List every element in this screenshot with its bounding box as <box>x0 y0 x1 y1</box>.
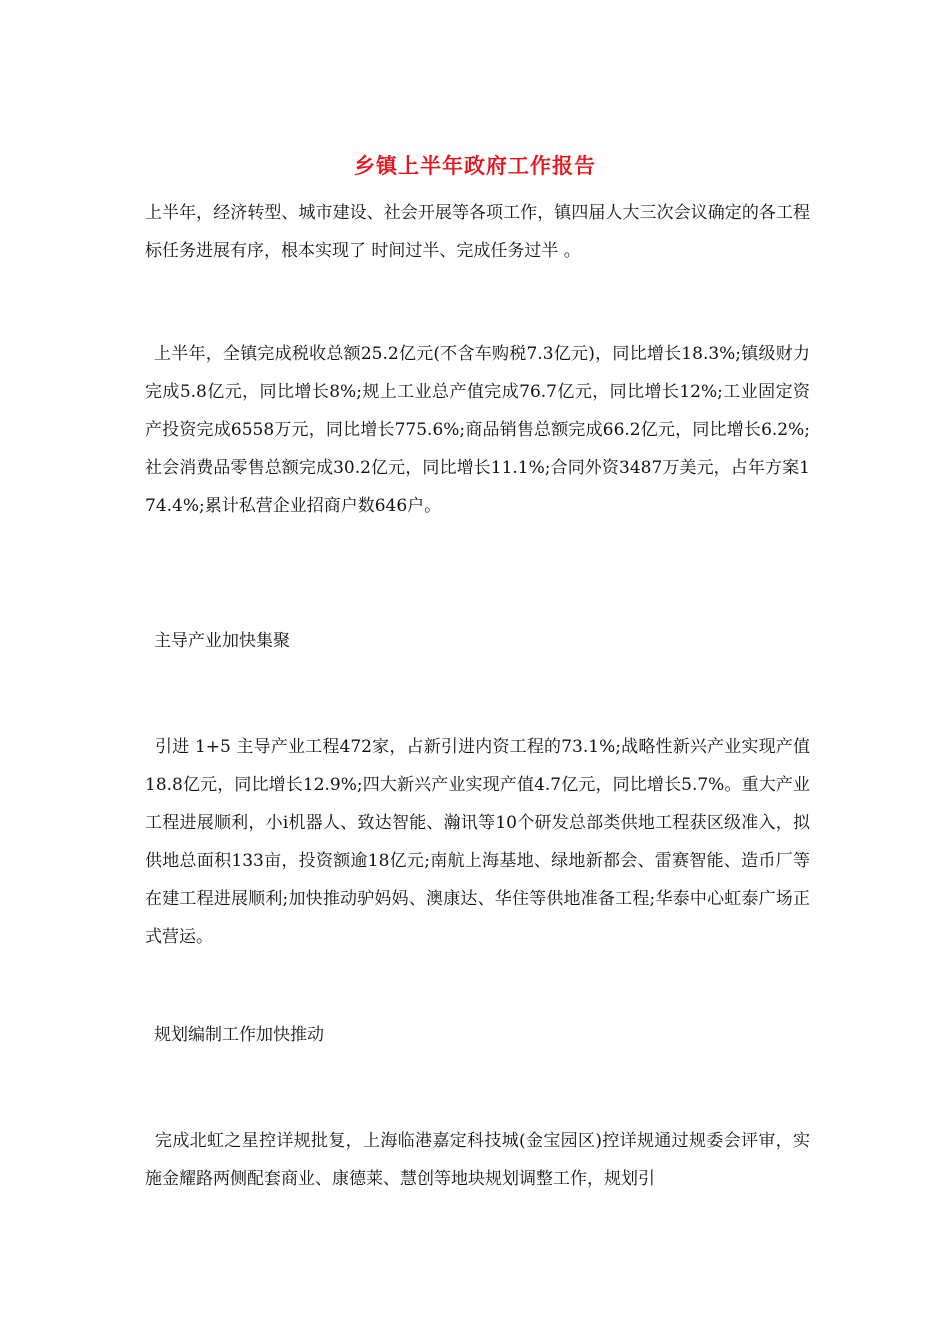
section-heading-plan: 规划编制工作加快推动 <box>154 1025 324 1045</box>
intro-paragraph: 上半年，经济转型、城市建设、社会开展等各项工作，镇四届人大三次会议确定的各工程标任务进展有序，根本实现了 时间过半、完成任务过半 。 <box>145 203 810 261</box>
section-heading-industry: 主导产业加快集聚 <box>154 631 290 651</box>
section-body-plan: 完成北虹之星控详规批复，上海临港嘉定科技城(金宝园区)控详规通过规委会评审，实施金耀路两侧配套商业、康德莱、慧创等地块规划调整工作，规划引 <box>145 1131 810 1189</box>
section-body-industry: 引进 1+5 主导产业工程472家，占新引进内资工程的73.1%;战略性新兴产业实现产值18.8亿元，同比增长12.9%;四大新兴产业实现产值4.7亿元，同比增长5.7%。重大产业工程进展顺利，小i机器人、致达智能、瀚讯等10个研发总部类供地工程获区级准入，拟供地总面积133亩，投资额逾18亿元;南航上海基地、绿地新都会、雷赛智能、造币厂等在建工程进展顺利;加快推动驴妈妈、澳康达、华住等供地准备工程;华泰中心虹泰广场正式营运。 <box>145 737 810 947</box>
document-title: 乡镇上半年政府工作报告 <box>354 154 596 178</box>
stats-paragraph: 上半年，全镇完成税收总额25.2亿元(不含车购税7.3亿元)，同比增长18.3%;镇级财力完成5.8亿元，同比增长8%;规上工业总产值完成76.7亿元，同比增长12%;工业固定资产投资完成6558万元，同比增长775.6%;商品销售总额完成66.2亿元，同比增长6.2%;社会消费品零售总额完成30.2亿元，同比增长11.1%;合同外资3487万美元，占年方案174.4%;累计私营企业招商户数646户。 <box>145 344 810 516</box>
